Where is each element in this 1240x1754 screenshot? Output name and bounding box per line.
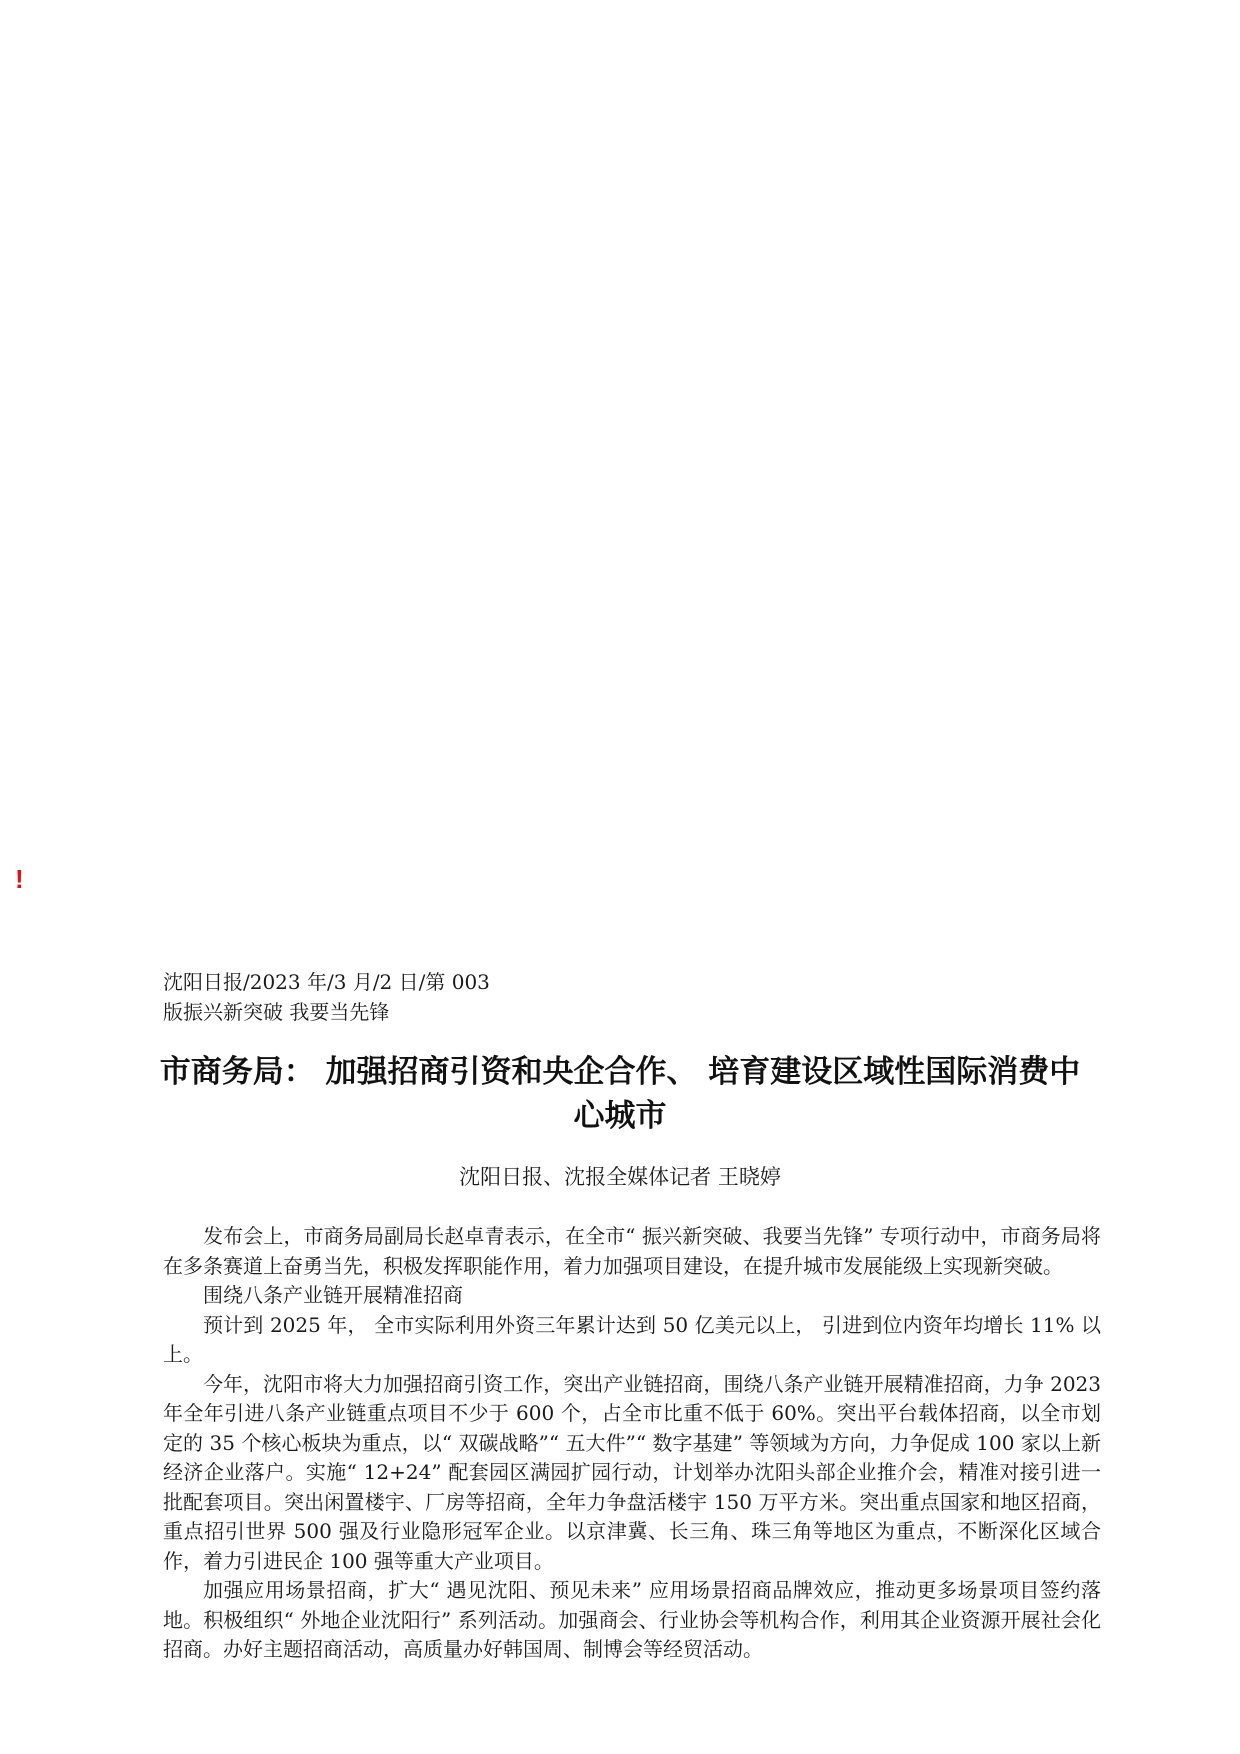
paragraph: 预计到 2025 年， 全市实际利用外资三年累计达到 50 亿美元以上， 引进到位内资年均增长 11% 以上。 <box>163 1312 1101 1366</box>
source-line-2: 版振兴新突破 我要当先锋 <box>163 1000 390 1024</box>
section-heading: 围绕八条产业链开展精准招商 <box>203 1283 463 1307</box>
article-title: 市商务局： 加强招商引资和央企合作、 培育建设区域性国际消费中心城市 <box>159 1054 1081 1134</box>
article-byline: 沈阳日报、沈报全媒体记者 王晓婷 <box>459 1165 781 1189</box>
alert-mark: ! <box>15 864 24 894</box>
paragraph: 发布会上，市商务局副局长赵卓青表示，在全市“ 振兴新突破、我要当先锋” 专项行动中，市商务局将在多条赛道上奋勇当先，积极发挥职能作用，着力加强项目建设，在提升城市发展能级上实现新突破。 <box>163 1224 1101 1278</box>
source-line-1: 沈阳日报/2023 年/3 月/2 日/第 003 <box>163 970 490 994</box>
source-info <box>163 967 490 1027</box>
paragraph: 今年，沈阳市将大力加强招商引资工作，突出产业链招商，围绕八条产业链开展精准招商，力争 2023 年全年引进八条产业链重点项目不少于 600 个，占全市比重不低于 60%。突出平台载体招商，以全市划定的 35 个核心板块为重点，以“ 双碳战略”“ 五大件”“ 数字基建” 等领域为方向，力争促成 100 家以上新经济企业落户。实施“ 12+24” 配套园区满园扩园行动，计划举办沈阳头部企业推介会，精准对接引进一批配套项目。突出闲置楼宇、厂房等招商，全年力争盘活楼宇 150 万平方米。突出重点国家和地区招商，重点招引世界 500 强及行业隐形冠军企业。以京津冀、长三角、珠三角等地区为重点，不断深化区域合作，着力引进民企 100 强等重大产业项目。 <box>163 1371 1101 1573</box>
paragraph: 加强应用场景招商，扩大“ 遇见沈阳、预见未来” 应用场景招商品牌效应，推动更多场景项目签约落地。积极组织“ 外地企业沈阳行” 系列活动。加强商会、行业协会等机构合作，利用其企业资源开展社会化招商。办好主题招商活动，高质量办好韩国周、制博会等经贸活动。 <box>163 1578 1101 1661</box>
article-body <box>163 1222 1101 1665</box>
